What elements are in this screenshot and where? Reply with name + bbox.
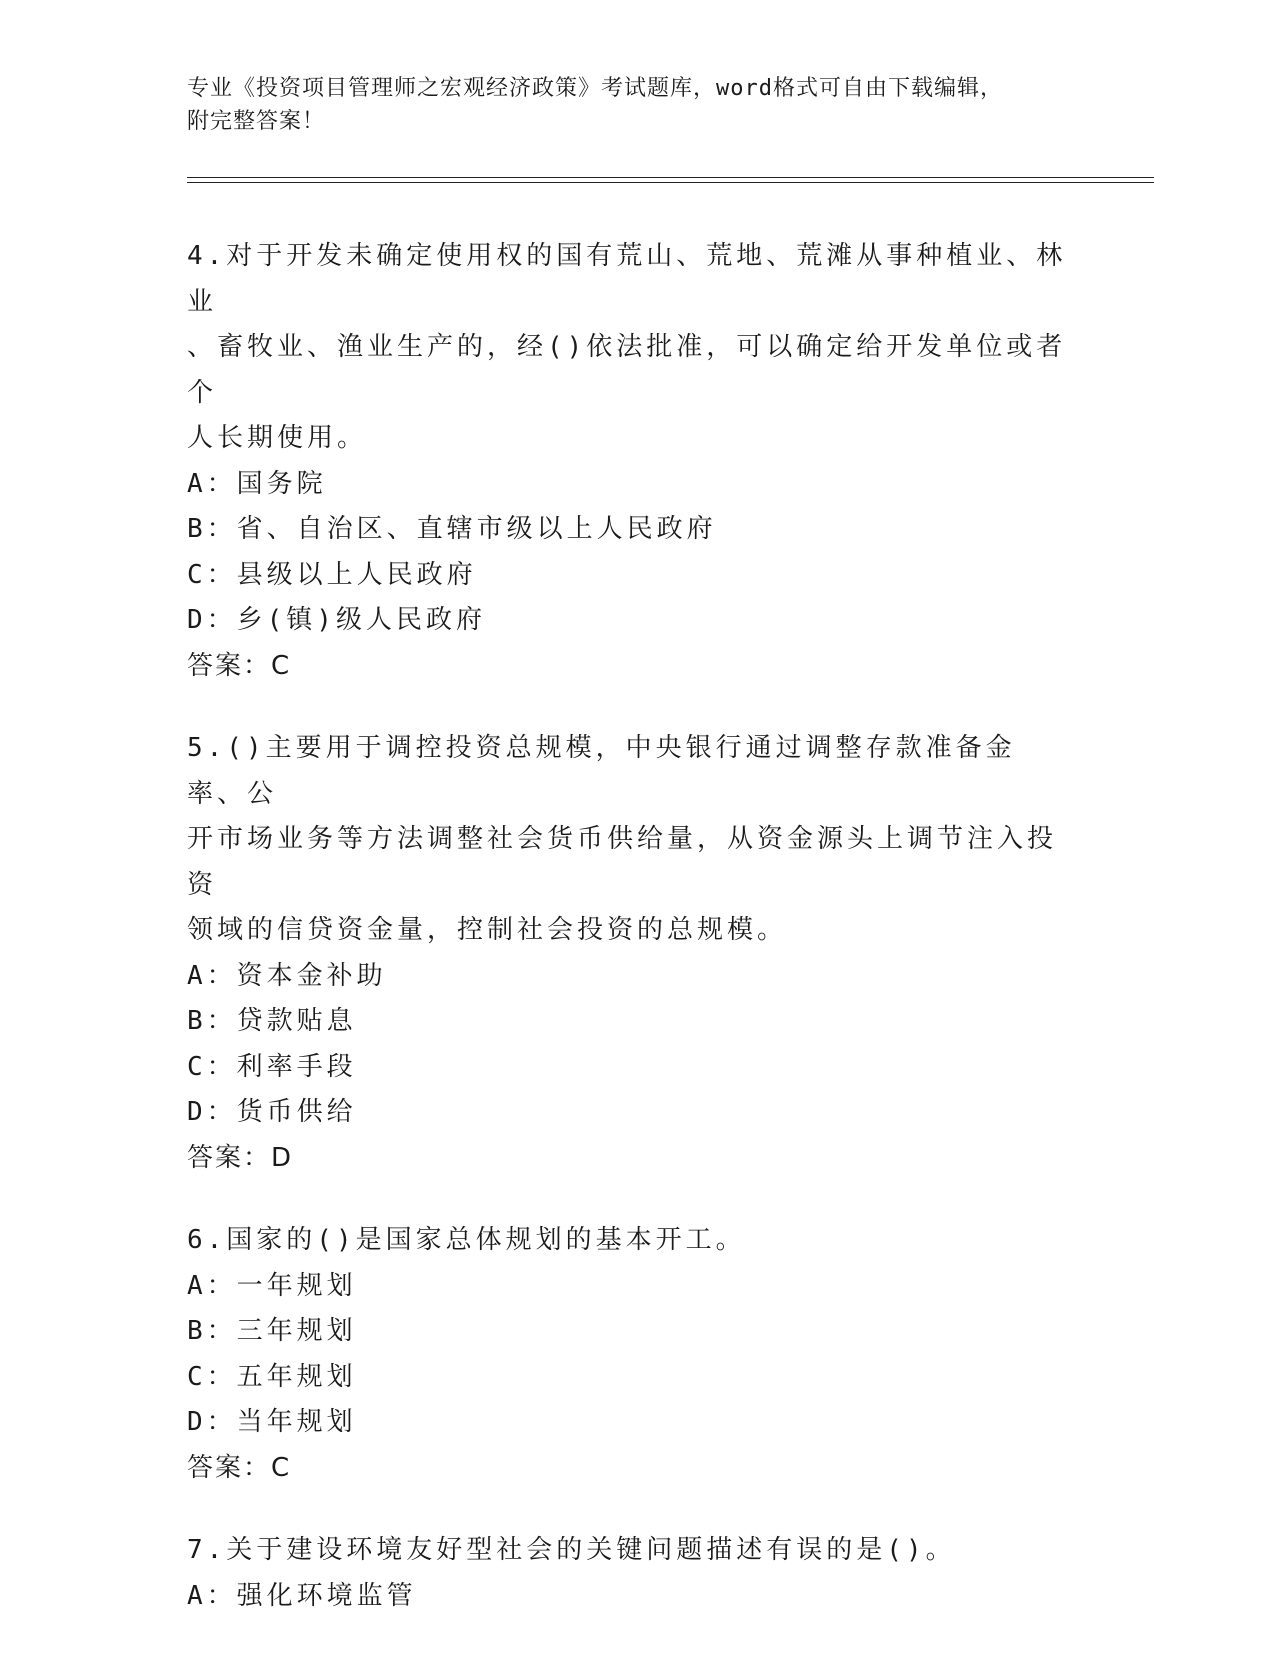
- option-a: A：一年规划: [187, 1270, 357, 1301]
- option-c: C：五年规划: [187, 1361, 357, 1392]
- question-stem: [187, 1218, 1067, 1264]
- stem-line: 开市场业务等方法调整社会货币供给量，从资金源头上调节注入投资: [187, 824, 1058, 900]
- question-list: [187, 234, 1067, 1656]
- option-d: D：当年规划: [187, 1407, 357, 1437]
- stem-line: 6.国家的()是国家总体规划的基本开工。: [187, 1225, 746, 1255]
- header-line-2: 附完整答案！: [187, 109, 326, 134]
- header-line-1: 专业《投资项目管理师之宏观经济政策》考试题库，word格式可自由下载编辑，: [187, 76, 1003, 101]
- document-header: [187, 72, 1087, 138]
- question-stem: [187, 726, 1067, 954]
- stem-line: 领域的信贷资金量，控制社会投资的总规模。: [187, 915, 788, 945]
- stem-line: 4.对于开发未确定使用权的国有荒山、荒地、荒滩从事种植业、林业: [187, 241, 1067, 317]
- option-c: C：县级以上人民政府: [187, 559, 477, 590]
- option-d: D：货币供给: [187, 1097, 357, 1127]
- answer: 答案：C: [187, 650, 292, 681]
- question-7: [187, 1528, 1067, 1619]
- question-6: [187, 1218, 1067, 1491]
- stem-line: 人长期使用。: [187, 423, 368, 453]
- option-b: B：三年规划: [187, 1316, 357, 1346]
- option-a: A：资本金补助: [187, 960, 387, 991]
- question-4: [187, 234, 1067, 689]
- stem-line: 5.()主要用于调控投资总规模，中央银行通过调整存款准备金率、公: [187, 733, 1016, 809]
- option-b: B：贷款贴息: [187, 1006, 357, 1036]
- question-stem: [187, 1528, 1067, 1574]
- option-a: A：国务院: [187, 468, 327, 499]
- question-stem: [187, 234, 1067, 462]
- option-b: B：省、自治区、直辖市级以上人民政府: [187, 514, 717, 544]
- question-5: [187, 726, 1067, 1181]
- stem-line: 、畜牧业、渔业生产的，经()依法批准，可以确定给开发单位或者个: [187, 332, 1067, 408]
- stem-line: 7.关于建设环境友好型社会的关键问题描述有误的是()。: [187, 1535, 956, 1565]
- answer: 答案：C: [187, 1452, 292, 1483]
- answer: 答案：D: [187, 1142, 294, 1173]
- header-divider-top: [187, 177, 1154, 178]
- header-divider-bottom: [187, 182, 1154, 183]
- option-a: A：强化环境监管: [187, 1580, 417, 1611]
- option-d: D：乡(镇)级人民政府: [187, 605, 486, 635]
- option-c: C：利率手段: [187, 1051, 357, 1082]
